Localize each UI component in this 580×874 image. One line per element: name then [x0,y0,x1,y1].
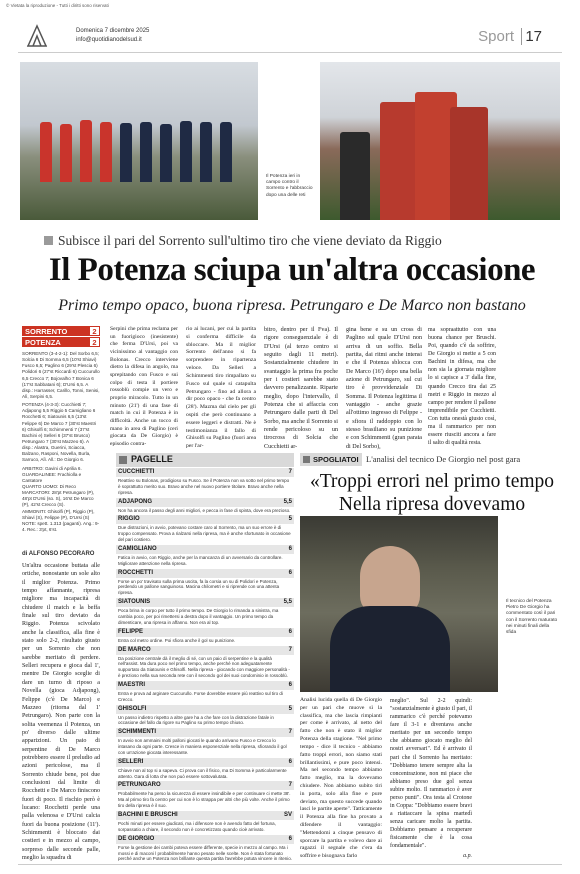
rating-comment: In avvio non ammaini molti palloni giocati le quando arrivano Fusco e Crecco lo intasano da ogni parte. Cresce in maniera esponenziale nella ripresa, sfiorando il gol con un'azione giocata interessante. [118,738,287,755]
tabellino-line: NOTE: spett. 1.313 (paganti). Ang.: 9-4. Rec.: 3'pt, 6'st. [22,520,100,532]
rating-vote: 5 [288,705,292,712]
rating-comment: Forse un po' travisato sulla prima uscita, fa la corsia un su di Polidori e Potenza, perdendo un pallone sanguinoso. Macina chilometri e si riprende con una attenta ripresa. [118,578,280,596]
away-team-name: POTENZA [25,338,61,347]
rating-entry [116,498,294,515]
home-team-row [22,326,100,336]
rating-player-name [116,681,294,690]
away-team-score: 2 [89,337,100,347]
match-report-box [22,351,100,533]
copyright-notice: © Vietata la riproduzione - Tutti i diritti sono riservati [6,3,109,8]
rating-vote: 6 [288,569,292,576]
rating-player-label: BACHINI E BRUSCHI [118,812,178,818]
article-body-col5: gina bene e su un cross di Paglino sul quale D'Ursi non arriva di un soffio. Bella partita, dai ritmi anche intensi e che il Potenza sblocca con De Marco (16') dopo una bella azione di Petrungaro, sul cui tiro è provvidenziale Di Somma. Il Potenza legittima il vantaggio - anche grazie all'ottimo ingresso di Felippe - e sfiora il raddoppio con lo stesso brasiliano su punizione e con Schimmenti (gran parata di Del Sorbo), [346,327,422,450]
rating-comment: Entra col metro ordine. Poi sfiora anche il gol su punizione. [118,637,236,643]
home-team-score: 2 [89,326,100,336]
rating-player-name [116,569,294,578]
rating-entry [116,811,294,834]
rating-comment: Entra e prova ad arginare Cuccurullo. Forse dovrebbe essere più reattivo sul tiro di Crecco. [118,690,283,702]
contact-email: info@quotidianodelsud.it [76,37,142,43]
page-number: 17 [525,28,542,45]
rating-entry [116,598,294,627]
rating-player-label: RIGGIO [118,516,140,523]
tabellino-line: MARCATORI: 28'pt Petrungaro (P), 48'pt D'Ursi (so. S), 16'st De Marco (P), 42'st Crecco (S). [22,490,95,508]
header-rule [18,52,562,53]
away-team-row [22,337,100,347]
tabellino-line: QUARTO UOMO: Di Reco [22,483,76,489]
rating-player-name [116,646,294,655]
rating-player-label: DE GIORGIO [118,835,155,842]
section-name: Sport [478,28,514,45]
rating-vote: 6 [288,835,292,842]
rating-entry [116,468,294,497]
rating-player-name [116,728,294,737]
rating-vote: 7 [288,469,292,475]
rating-comment: Due distrazioni, in avvio, potevano costare caro al Sorrento, ma un suo errore è di troppo compensato. Prova a rialzarsi nella ripresa, ma è anche sfortunato in occasione del pari costiero. [118,525,291,543]
article-body-col6: ma sopraattutto con una buona chance per Bruschi. Poi, quando c'è da soffrire, De Giorgio si mette a 5 con Bachini in difesa, ma che non sia la giornata migliore lo si capisce a 3' dalla fine, quando Crecco tira dai 25 metri e Riggio in mezzo al campo per rendere il pallone imprendibile per Cucchietti. Con tutta onestà giusto così, ma il rammarico per non essere riusciti ancora a fare il salto di qualità resta. [428,327,496,447]
article-body-col2: Serpini che prima reclama per un fuorigioco (inesistente) che ferma D'Ursi, poi va vicinissimo al vantaggio con Bolonas. Crecco interviene dietro la difesa in angolo, ma sprepitando con Fusco e sui colpo di testa il portiere rossoblù compie un vero e proprio miracolo. Tutto in un minuto (21') di una fase di match in cui il Potenza è in difficoltà. Anche un tocco di mano in area di Paglino (ceri giocata da De Giorgio) è episodio contra- [110,326,178,447]
rating-player-label: SIATOUNIS [118,599,151,606]
rating-entry [116,835,294,864]
article-subhead: Primo tempo opaco, buona ripresa. Petrungaro e De Marco non bastano [58,297,526,314]
page-separator [521,28,522,45]
photo1-caption: Il Potenza ieri in campo contro il Sorrento e l'abbraccio dopo una delle reti [266,174,313,198]
rating-vote: 7 [288,646,292,653]
rating-vote: 6 [288,758,292,765]
rating-player-name [116,468,294,477]
tabellino-line: AMMONITI: Ghisolfi (P), Riggio (P), Shiavi (S), Felippe (P), D'Ursi (S) [22,508,95,520]
match-photo-team [20,62,258,220]
rating-entry [116,705,294,728]
rating-comment: Un passo indietro rispetto a altre gare ha a che fare con la distrazione fatale in occasione del fallo da rigore su Paglino su primo tempo chiuso. [118,714,274,726]
scoreboard [22,326,100,348]
interview-body-col1: Analisi lucida quella di De Giorgio per un pari che muove sì la classifica, ma che lascia rimpianti per come è arrivato, al netto del fatto che non è stato il miglior Potenza della stagione. "Nel primo tempo - dice il tecnico - abbiamo fatto troppi errori, non siamo stati brillantissimi, e pure poco intensi. Ma nel secondo tempo abbiamo fatto meglio, ma la dovevamo chiudere. Non abbiamo subito tiri in porta, solo alla fine e pure deviato, ma questo succede quando lasci le partite aperte". Tatticamente il Potenza alla fine ha provato a difendere il vantaggio: "Mettendomi a cinque pensavo di sporcare la partita e volevo dare ai ragazzi il segnale che c'era da soffrire e bisognava farlo [300,697,382,860]
rating-player-label: PETRUNGARO [118,782,161,789]
rating-player-name [116,705,294,714]
rating-comment: Da posizione centrale dà il meglio di sé, con un paio di serpentine e la qualità nell'assist. Ma dura poco nel primo tempo, anche perché non adeguatamente supportato da Siatounis e Ghisolfi. Nella ripresa - giocando con maggiore personalità - è prezioso nella sua seconda rete con il secondo gol dei suoi condominio in rossoblù. [118,655,290,679]
coach-quote-headline: «Troppi errori nel primo tempo Nella ripresa dovevamo [309,471,555,515]
match-photo-celebration [320,62,560,220]
rating-vote: 6 [288,545,292,552]
rating-player-name [116,628,294,637]
rating-comment: Non ha ancora il passo degli anni migliori, e pecca in fase di spinta, dove era prezioso. [118,507,291,513]
rating-player-label: CUCCHIETTI [118,469,155,475]
rating-player-label: GHISOLFI [118,705,147,712]
issue-date: Domenica 7 dicembre 2025 [76,28,150,34]
rating-comment: Chiave non al top si a sapeva. Ci prova con il fisico, ma Di Somma è particolarmente attento. Gara di lotta che non può essere sottovalutata. [118,767,287,779]
rating-player-name [116,758,294,767]
rating-entry [116,758,294,781]
kicker-square-icon [44,236,53,245]
tabellino-line: POTENZA (4-3-3): Cucchietti 7; Adjapong 5,5 Riggio 5 Camigliano 6 Rocchetti 6; Siatounis 6,5 (13'st Felippe 6) De Marco 7 (30'st Maestri 6) Ghisolfi 6; Schimmenti 7 (37'st Bachini e) Selleri 6 (37'st Brusco) Petrungaro 7 (30'st Mazzeo 6). A disp.: Alastra, Guerini, Sciacca, Balzano, Rasponi, Novella, Burla, Sarruco, Alì. All.: De Giorgio 6. [22,402,97,463]
tabellino-line: SORRENTO (3-4-2-1): Del Sorbo 6,5; Solcia 6 Di Somma 6,5 (10'st Shiavi) Fusco 6,5; Paglino 6 (29'st Plescia 6) Polidori 6 (27'st Riccardi 6) Cuccurullo 6,5 Crecco 7; Bojovalho 7 Bonica 6 (17'st Sabbatani 6); D'Ursi 6,5. A disp.: Harrasser, Carillo, Tonni, Senisi, Alì, Serpini 6,5. [22,351,100,399]
spogliatoi-kicker: L'analisi del tecnico De Giorgio nel post gara [366,454,521,464]
rating-player-name [116,498,294,507]
rating-vote: 7 [288,729,292,736]
rating-vote: 6 [288,681,292,688]
rating-player-label: SELLERI [118,758,144,765]
rating-vote: 5 [288,516,292,523]
rating-player-name [116,811,294,820]
rating-player-label: ADJAPONG [118,498,153,505]
rating-vote: 5,5 [283,599,292,606]
rating-entry [116,515,294,544]
tabellino-line: ARBITRO: Gavini di Aprilia 6. [22,465,82,471]
coach-photo [300,516,498,692]
spogliatoi-square-icon [303,456,310,463]
spogliatoi-label: SPOGLIATOI [313,455,359,464]
article-byline: di ALFONSO PECORARO [22,551,95,557]
rating-vote: 5,5 [283,498,292,505]
rating-player-name [116,598,294,607]
ratings-list [116,468,294,863]
rating-entry [116,569,294,598]
article-body-col3: rio ai lucani, per cui la partita si conferma difficile da sbloccare. Ma il miglior Sorrento dell'anno si fa sorprendere in ripartenza veloce. Da Selleri a Schimmenti tiro rimpallato su Fusco sul quale si catapulta Petrungaro - fino ad allora a dir poco opaco - che fa centro (28'). Mazma dal cielo per gli ospiti che però continuano a essere leggeri e distratti. Ne è testimonianza il fallo di Ghisolfi su Paglino (fuori area per l'ar- [186,326,256,450]
rating-entry [116,681,294,704]
masthead [18,22,562,56]
article-headline: Il Potenza sciupa un'altra occasione [48,252,536,288]
rating-entry [116,628,294,645]
ratings-title: PAGELLE [131,454,173,464]
rating-player-label: FELIPPE [118,628,144,635]
rating-comment: Probabilmente ha perso la sicurezza di essere insindibile e per continuare ci mette 38'. Ma al primo tiro fa centro per cui non è lo strappa per altri che più volte. Anche il primo tiro della ripresa è il suo. [118,791,291,809]
interview-signature: a.p. [463,853,472,860]
rating-comment: Reattivo su Bolonas, prodigioso su Fusco. Se il Potenza non va sotto nel primo tempo è soprattutto merito suo. Bravo anche nel nuovo portiere titolare. Bravo anche nella ripresa. [118,478,290,495]
interview-text: meglio". Sul 2-2 quindi: "sostanzialmente è giusto il pari, il rammarico c'è perché potevamo fare il 3-1 e diventava anche meritato per un secondo tempo che abbiamo giocato meglio del nostri avversari". Ed è arrivato il pari che il Sorrento ha meritato: "Dobbiamo tenere sempre alta la concentrazione, non mi piace che abbiamo preso due gol senza subire molto. Il rammarico è aver perso punti". Ora testa al Crotone in Coppa: "Dobbiamo essere bravi a riattaccare la spina martedì senza caricare molto la partita. Dobbiamo pensare a recuperare fisicamente che è la cosa fondamentale". [390,698,472,850]
rating-entry [116,781,294,810]
footer-rule [18,864,562,865]
interview-body-col2 [390,697,472,861]
tabellino-line: GUARDALINEE: Frachiolla e Cantatore [22,471,82,483]
ratings-header [116,453,294,467]
rating-player-name [116,781,294,790]
rating-player-label: SCHIMMENTI [118,729,156,736]
ratings-square-icon [119,456,127,464]
rating-player-label: ROCCHETTI [118,569,153,576]
player-ratings-box [116,453,294,863]
rating-player-name [116,515,294,524]
rating-vote: 6 [288,628,292,635]
newspaper-logo-icon [26,24,48,48]
rating-player-name [116,545,294,554]
rating-entry [116,646,294,680]
photo3-caption: Il tecnico del Potenza Pietro De Giorgio ha commentato così il pari con il Sorrento maturato nei minuti finali della sfida [506,599,558,636]
spogliatoi-tag [300,453,362,466]
rating-comment: Pochi minuti per essere giudicati, ma i difensore non è avendo fatto del fortuna, sorpassatio a chiare, il secondo non è concretizzato quando cioè arrivato. [118,821,276,832]
home-team-name: SORRENTO [25,327,68,336]
rating-comment: Poca brina in corpo per tutto il primo tempo. De Giorgio lo rimanda a sinistra, ma cambia poco, per poi rimettersi a destra dopo il vantaggio. Un primo tempo da dimenticare, una ripresa in affanno. Non era al top. [118,608,279,625]
rating-entry [116,728,294,757]
rating-player-label: CAMIGLIANO [118,545,157,552]
article-kicker: Subisce il pari del Sorrento sull'ultimo tiro che viene deviato da Riggio [58,233,442,248]
rating-player-label: DE MARCO [118,646,151,653]
rating-vote: 7 [288,782,292,789]
rating-player-name [116,835,294,844]
rating-comment: Fatica in avvio, con Riggio, anche per la mancanza di un avversario da controllare. Migliorare attenzione nella ripresa. [118,554,283,566]
rating-entry [116,545,294,568]
rating-comment: Forse la gestione dei cambi poteva essere differente, specie in mezzo al campo. Ma i mossi e di maconi l probabilmente hanno pesato nelle scelte. Non è stata fortunato perché anche un Potenza non brillante questa partita l'avrebbe potuta vincere in ritenio. [118,844,292,862]
rating-player-label: MAESTRI [118,681,145,688]
article-body-col4: bitro, dentro per il Fva). Il rigore conseguenziale è di D'Ursi (al terzo centro si seguito dagli 11 metri). Sostanzialmente chiudere in svantaggio la prima fra poche per i costieri sarebbe stato davvero penalizzante. Riparte meglio, dopo l'intervallo, il Potenza che si affaccia con Petrungaro dalle parti di Del Sorbo, ma anche il Sorrento si rende pericoloso su un tirocross di Solcia che Cucchietti ar- [264,327,338,450]
article-body-col1: Un'altra occasione buttata alle ortiche, nonostante un sole alto il miglior Potenza. Primo tempo affannante, ripresa migliore ma incapacità di chiudere il match e la beffa finale sul tiro deviato da Riggio. Potenza scivolato anche la classifica, alla fine è stato solo 2-2, risultato giusto per un Sorrento che non sarebbe meritato di perdere. Selleri recupera e gioca dal 1', mentre De Giorgio sceglie di dare un turno di riposo a Novella (gioca Adjapong), Felippe (c'è De Marco) e Mazzeo (ritorna dal 1' Petrungaro). Non parte con la solita veemenza il Potenza, un po' diverso dalle ultime apparizioni. Un paio di serpentine di De Marco potrebbero essere il preludio ad azioni pericolose, ma il Sorrento chiude bene, poi due conclusioni dal limite di Rocchetti e De Marco finiscono fuori di poco. Il rischio però è lucano: Rocchetti perde una palla velenosa e D'Ursi calcia fuori da buona posizione (11'). Schimmenti è bloccato dai costieri e in mezzo al campo, sorpreso dalle seconde palle, meglio la squadra di [22,563,100,862]
rating-vote: SV [283,812,292,818]
